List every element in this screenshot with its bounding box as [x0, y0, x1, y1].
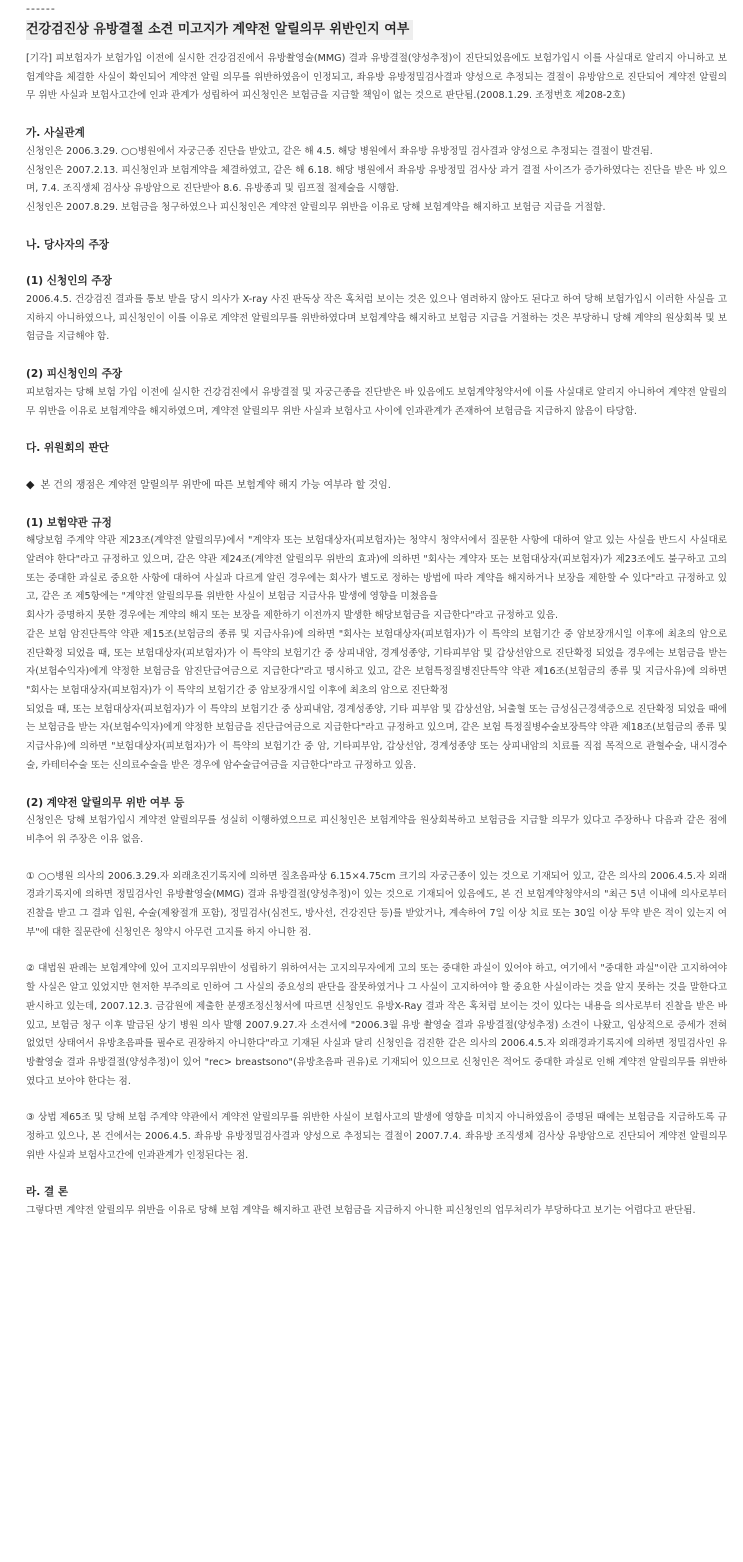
subheading-disclosure-violation: (2) 계약전 알릴의무 위반 여부 등 — [26, 796, 185, 809]
issue-line — [26, 476, 727, 496]
conclusion-paragraph: 그렇다면 계약전 알릴의무 위반을 이유로 당해 보험 계약을 해지하고 관련 보험금을 지급하지 아니한 피신청인의 업무처리가 부당하다고 보기는 어렵다고 판단됨. — [26, 1205, 696, 1217]
separator-dashes: ------ — [26, 2, 56, 15]
policy-terms-paragraph-1: 해당보험 주계약 약관 제23조(계약전 알릴의무)에서 "계약자 또는 보험대상자(피보험자)는 청약시 청약서에서 질문한 사항에 대하여 알고 있는 사실을 반드시 사실대로 알려야 한다"라고 규정하고 있으며, 같은 약관 제24조(계약전 알릴의무 위반의 효과)에 의하면 "회사는 계약자 또는 보험대상자(피보험자)가 제23조에도 불구하고 고의 또는 중대한 과실로 중요한 사항에 대하여 사실과 다르게 알린 경우에는 회사가 별도로 정하는 방법에 따라 계약을 해지하거나 보장을 제한할 수 있다"라고 규정하고 있고, 같은 조 제5항에는 "계약전 알릴의무를 위반한 사실이 보험금 지급사유 발생에 영향을 미쳤음을 — [26, 535, 727, 603]
policy-terms-paragraph-3: 같은 보험 암진단특약 약관 제15조(보험금의 종류 및 지급사유)에 의하면 "회사는 보험대상자(피보험자)가 이 특약의 보험기간 중 암보장개시일 이후에 최초의 암으로 진단확정 되었을 때, 또는 보험대상자(피보험자)가 이 특약의 보험기간 중 상피내암, 경계성종양, 기타피부암 및 갑상선암으로 진단확정 되었을 경우에는 보험금을 받는 자(보험수익자)에게 약정한 보험금을 암진단급여금으로 지급한다"라고 명시하고 있고, 같은 보험특정질병진단특약 약관 제16조(보험금의 종류 및 지급사유)에 의하면 "회사는 보험대상자(피보험자)가 이 특약의 보험기간 중 암보장개시일 이후에 최초의 암으로 진단확정 — [26, 628, 727, 696]
policy-terms-paragraph-4: 되었을 때, 또는 보험대상자(피보험자)가 이 특약의 보험기간 중 상피내암, 경계성종양, 기타 피부암 및 갑상선암, 뇌출혈 또는 급성심근경색증으로 진단확정 되었을 때에는 보험금을 받는 자(보험수익자)에게 약정한 보험금을 진단급여금으로 지급한다"라고 규정하고 있으며, 같은 보험 특정질병수술보장특약 약관 제18조(보험금의 종류 및 지급사유)에 의하면 "보험대상자(피보험자)가 이 특약의 보험기간 중 암, 기타피부암, 갑상선암, 경계성종양 또는 상피내암의 치료를 직접 목적으로 관혈수술, 내시경수술, 카테터수술 또는 신의료수술을 받은 경우에 암수술급여금을 지급한다"라고 규정하고 있음. — [26, 703, 727, 771]
subheading-policy-terms: (1) 보험약관 규정 — [26, 516, 112, 529]
summary-paragraph: [기각] 피보험자가 보험가입 이전에 실시한 건강검진에서 유방촬영술(MMG) 결과 유방결절(양성추정)이 진단되었음에도 보험가입시 이를 사실대로 알리지 아니하고 보험계약을 체결한 사실이 확인되어 계약전 알릴 의무를 위반하였음이 인정되고, 좌유방 유방정밀검사결과 양성으로 추정되는 결절이 유방암으로 진단되어 계약전 알릴의무 위반 사실과 보험사고간에 인과 관계가 성립하여 피신청인은 보험금을 지급할 책임이 없는 것으로 판단됨.(2008.1.29. 조정번호 제208-2호) — [26, 53, 727, 102]
point-2-paragraph: ② 대법원 판례는 보험계약에 있어 고지의무위반이 성립하기 위하여서는 고지의무자에게 고의 또는 중대한 과실이 있어야 하고, 여기에서 "중대한 과실"이란 고지하여야 할 사실은 알고 있었지만 현저한 부주의로 인하여 그 사실의 중요성의 판단을 잘못하였거나 그 사실이 고지하여야 할 중요한 사실이라는 것을 알지 못하는 것을 말한다고 판시하고 있는데, 2007.12.3. 금감원에 제출한 분쟁조정신청서에 따르면 신청인도 유방X-Ray 결과 작은 혹처럼 보이는 것이 있다는 내용을 의사로부터 진찰을 받은 바 있고, 보험금 청구 이후 발급된 상기 병원 의사 발행 2007.9.27.자 소견서에 "2006.3월 유방 촬영술 결과 유방결절(양성추정) 소견이 나왔고, 임상적으로 증세가 전혀 없었던 상태여서 유방초음파를 필수로 권장하지 아니한다"라고 기재된 사실과 달리 신청인을 검진한 같은 의사의 2006.4.5.자 외래경과기록지에 의하면 정밀검사인 유방촬영술 결과 유방결절(양성추정)이 있어 "rec> breastsono"(유방초음파 권유)로 기재되어 있으므로 신청인은 적어도 중대한 과실로 인해 계약전 알릴의무를 위반하였다고 보아야 한다는 점. — [26, 963, 727, 1087]
page-title: 건강검진상 유방결절 소견 미고지가 계약전 알릴의무 위반인지 여부 — [26, 20, 413, 40]
disclosure-intro-paragraph: 신청인은 당해 보험가입시 계약전 알릴의무를 성실히 이행하였으므로 피신청인은 보험계약을 원상회복하고 보험금을 지급할 의무가 있다고 주장하나 다음과 같은 점에 비추어 위 주장은 이유 없음. — [26, 815, 727, 845]
facts-paragraph-1: 신청인은 2006.3.29. ○○병원에서 자궁근종 진단을 받았고, 같은 해 4.5. 해당 병원에서 좌유방 유방정밀 검사결과 양성으로 추정되는 결절이 발견됨. — [26, 145, 653, 157]
subheading-applicant-claim: (1) 신청인의 주장 — [26, 275, 112, 288]
applicant-claim-paragraph: 2006.4.5. 건강검진 결과를 통보 받을 당시 의사가 X-ray 사진 판독상 작은 혹처럼 보이는 것은 있으나 염려하지 않아도 된다고 하여 당해 보험가입시 이러한 사실을 고지하지 아니하였으나, 피신청인이 이를 이유로 계약전 알릴의무를 위반하였다며 보험계약을 해지하고 보험금 지급을 거절하는 것은 부당하니 당해 계약의 원상회복 및 보험금을 지급해야 함. — [26, 294, 727, 343]
respondent-claim-paragraph: 피보험자는 당해 보험 가입 이전에 실시한 건강검진에서 유방결절 및 자궁근종을 진단받은 바 있음에도 보험계약청약서에 이를 사실대로 알리지 아니하여 계약전 알릴의무 위반을 이유로 보험계약을 해지하였으며, 계약전 알릴의무 위반 사실과 보험사고 사이에 인과관계가 존재하여 보험금을 지급하지 않음이 타당함. — [26, 386, 727, 417]
point-3-paragraph: ③ 상법 제65조 및 당해 보험 주계약 약관에서 계약전 알릴의무를 위반한 사실이 보험사고의 발생에 영향을 미치지 아니하였음이 증명된 때에는 보험금을 지급하도록 규정하고 있으나, 본 건에서는 2006.4.5. 좌유방 유방정밀검사결과 양성으로 추정되는 결절이 2007.7.4. 좌유방 조직생체 검사상 유방암으로 진단되어 계약전 알릴의무 위반 사실과 보험사고간에 인과관계가 인정된다는 점. — [26, 1112, 727, 1161]
policy-terms-paragraph-2: 회사가 증명하지 못한 경우에는 계약의 해지 또는 보장을 제한하기 이전까지 발생한 해당보험금을 지급한다"라고 규정하고 있음. — [26, 610, 559, 622]
section-heading-claims: 나. 당사자의 주장 — [26, 238, 110, 251]
issue-text: 본 건의 쟁점은 계약전 알릴의무 위반에 따른 보험계약 해지 가능 여부라 할 것임. — [40, 479, 391, 491]
diamond-bullet-icon: ◆ — [26, 477, 35, 491]
section-heading-facts: 가. 사실관계 — [26, 127, 85, 140]
subheading-respondent-claim: (2) 피신청인의 주장 — [26, 368, 123, 381]
facts-paragraph-3: 신청인은 2007.8.29. 보험금을 청구하였으나 피신청인은 계약전 알릴의무 위반을 이유로 당해 보험계약을 해지하고 보험금 지급을 거절함. — [26, 201, 606, 213]
facts-paragraph-2: 신청인은 2007.2.13. 피신청인과 보험계약을 체결하였고, 같은 해 6.18. 해당 병원에서 좌유방 유방정밀 검사상 과거 결절 사이즈가 증가하였다는 진단을 받은 바 있으며, 7.4. 조직생체 검사상 유방암으로 진단받아 8.6. 유방종괴 및 림프절 절제술을 시행함. — [26, 164, 727, 195]
section-heading-judgment: 다. 위원회의 판단 — [26, 442, 110, 455]
point-1-paragraph: ① ○○병원 의사의 2006.3.29.자 외래초진기록지에 의하면 질초음파상 6.15×4.75cm 크기의 자궁근종이 있는 것으로 기재되어 있고, 같은 의사의 2006.4.5.자 외래경과기록지에 의하면 정밀검사인 유방촬영술(MMG) 결과 유방결절(양성추정)이 있는 것으로 기재되어 있음에도, 본 건 보험계약청약서의 "최근 5년 이내에 의사로부터 진찰을 받고 그 결과 입원, 수술(제왕절개 포함), 정밀검사(심전도, 방사선, 건강진단 등)를 받았거나, 계속하여 7일 이상 치료 또는 30일 이상 투약 받은 적이 있는지 여부"에 대한 질문란에 신청인은 청약시 아무런 고지를 하지 아니한 점. — [26, 870, 727, 938]
section-heading-conclusion: 라. 결 론 — [26, 1186, 69, 1199]
